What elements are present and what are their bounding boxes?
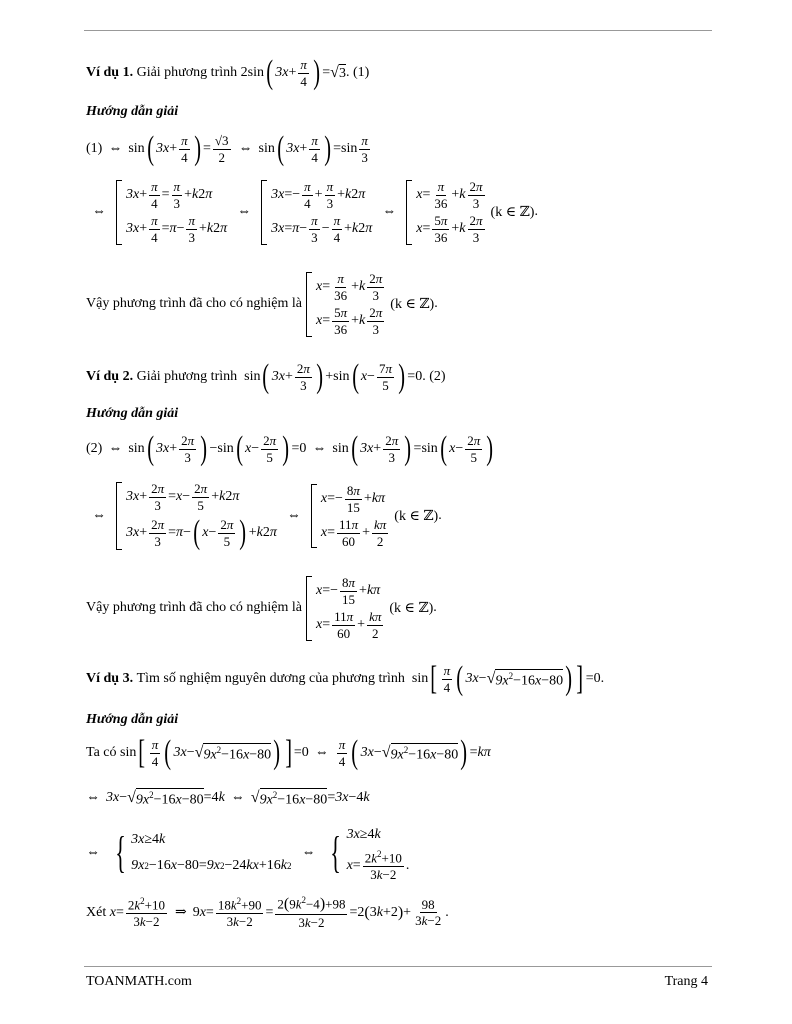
example-3-statement: Ví dụ 3. Tìm số nghiệm nguyên dương của phương trình sin [ π 4 ( 3x − √ $9x^2-16x-80$ ) ] =0. bbox=[86, 660, 605, 697]
example-1-step-2: ⇔ 3x + π 4 = π 3 + k 2 π 3x + π 4 = π − π 3 + k 2 π ⇔ 3x =− π 4 + π 3 + k 2 π 3x = π − π 3 − π 4 + k 2 π ⇔ x = π 36 + k 2π 3 x = 5π 36 + k 2π 3 (k ∈ ℤ) . bbox=[92, 179, 538, 245]
conclusion-text: Vậy phương trình đã cho có nghiệm là bbox=[86, 296, 302, 312]
k-in-z: (k ∈ ℤ) bbox=[390, 296, 435, 312]
example-3-step-3: ⇔ { 3x ≥4 k 9x 2 −16 x −80= 9x 2 −24 kx +16 k 2 ⇔ { 3x ≥4 k x = $2k^2+10$ 3k−2 . bbox=[86, 827, 410, 882]
example-1-step-1: (1) ⇔ sin ( 3x + π 4 ) = √3 2 ⇔ sin ( 3x + π 4 ) =sin π 3 bbox=[86, 130, 368, 167]
example-2-text: Giải phương trình bbox=[136, 369, 238, 384]
header-rule bbox=[84, 30, 712, 31]
example-2-statement: Ví dụ 2. Giải phương trình sin ( 3x + 2π 3 ) +sin ( x − 7π 5 ) =0. (2) bbox=[86, 358, 446, 395]
xet-text: Xét bbox=[86, 904, 107, 920]
k-in-z: (k ∈ ℤ) bbox=[389, 600, 434, 616]
example-3-label: Ví dụ 3. bbox=[86, 671, 134, 686]
ta-co-text: Ta có bbox=[86, 745, 117, 760]
example-3-step-4: Xét x = $2k^2+10$ 3k−2 ⇒ 9 x = $18k^2+90$ 3k−2 = $2(9k^2-4)+98$ 3k−2 =2 ( 3 k +2 ) + 98 3k−2 . bbox=[86, 895, 449, 931]
footer-rule bbox=[84, 966, 712, 967]
example-1-label: Ví dụ 1. bbox=[86, 65, 134, 80]
conclusion-text: Vậy phương trình đã cho có nghiệm là bbox=[86, 600, 302, 616]
example-3-step-1: Ta có sin [ π 4 ( 3x − √ $9x^2-16x-80$ ) ] =0 ⇔ π 4 ( 3x − √ $9x^2-16x-80$ ) = kπ bbox=[86, 734, 491, 771]
footer-site: TOANMATH.com bbox=[86, 974, 192, 989]
example-1-tag: (1) bbox=[352, 65, 370, 80]
example-1-conclusion: Vậy phương trình đã cho có nghiệm là x = π 36 + k 2π 3 x = 5π 36 + k 2π 3 (k ∈ ℤ) . bbox=[86, 271, 438, 337]
k-in-z: (k ∈ ℤ) bbox=[394, 508, 439, 524]
example-3-step-2: ⇔ 3x − √ $9x^2-16x-80$ =4 k ⇔ √ $9x^2-16x-80$ = 3x −4 k bbox=[86, 789, 370, 808]
example-2-label: Ví dụ 2. bbox=[86, 369, 134, 384]
example-2-solution-heading: Hướng dẫn giải bbox=[86, 406, 179, 421]
example-2-step-2: ⇔ 3x + 2π 3 = x − 2π 5 + k 2 π 3x + 2π 3 = π − ( x − 2π 5 ) + k 2 π ⇔ x =− 8π 15 + kπ x = 11π 60 + kπ 2 (k ∈ ℤ) . bbox=[92, 481, 442, 552]
example-2-tag: (2) bbox=[429, 369, 446, 384]
example-1-statement: Ví dụ 1. Giải phương trình 2sin ( 3x + π 4 ) = √ 3 . (1) bbox=[86, 54, 370, 91]
example-3-text: Tìm số nghiệm nguyên dương của phương trình bbox=[136, 671, 405, 686]
example-1-text: Giải phương trình bbox=[136, 65, 238, 80]
example-3-solution-heading: Hướng dẫn giải bbox=[86, 712, 179, 727]
example-2-conclusion: Vậy phương trình đã cho có nghiệm là x =− 8π 15 + kπ x = 11π 60 + kπ 2 (k ∈ ℤ) . bbox=[86, 575, 437, 641]
step-tag: (1) bbox=[86, 141, 103, 156]
k-in-z: (k ∈ ℤ) bbox=[490, 204, 535, 220]
example-2-step-1: (2) ⇔ sin ( 3x + 2π 3 ) −sin ( x − 2π 5 ) =0 ⇔ sin ( 3x + 2π 3 ) =sin ( x − 2π 5 ) bbox=[86, 430, 494, 467]
step-tag: (2) bbox=[86, 441, 103, 456]
example-1-solution-heading: Hướng dẫn giải bbox=[86, 104, 179, 119]
footer-page-number: Trang 4 bbox=[664, 974, 708, 989]
